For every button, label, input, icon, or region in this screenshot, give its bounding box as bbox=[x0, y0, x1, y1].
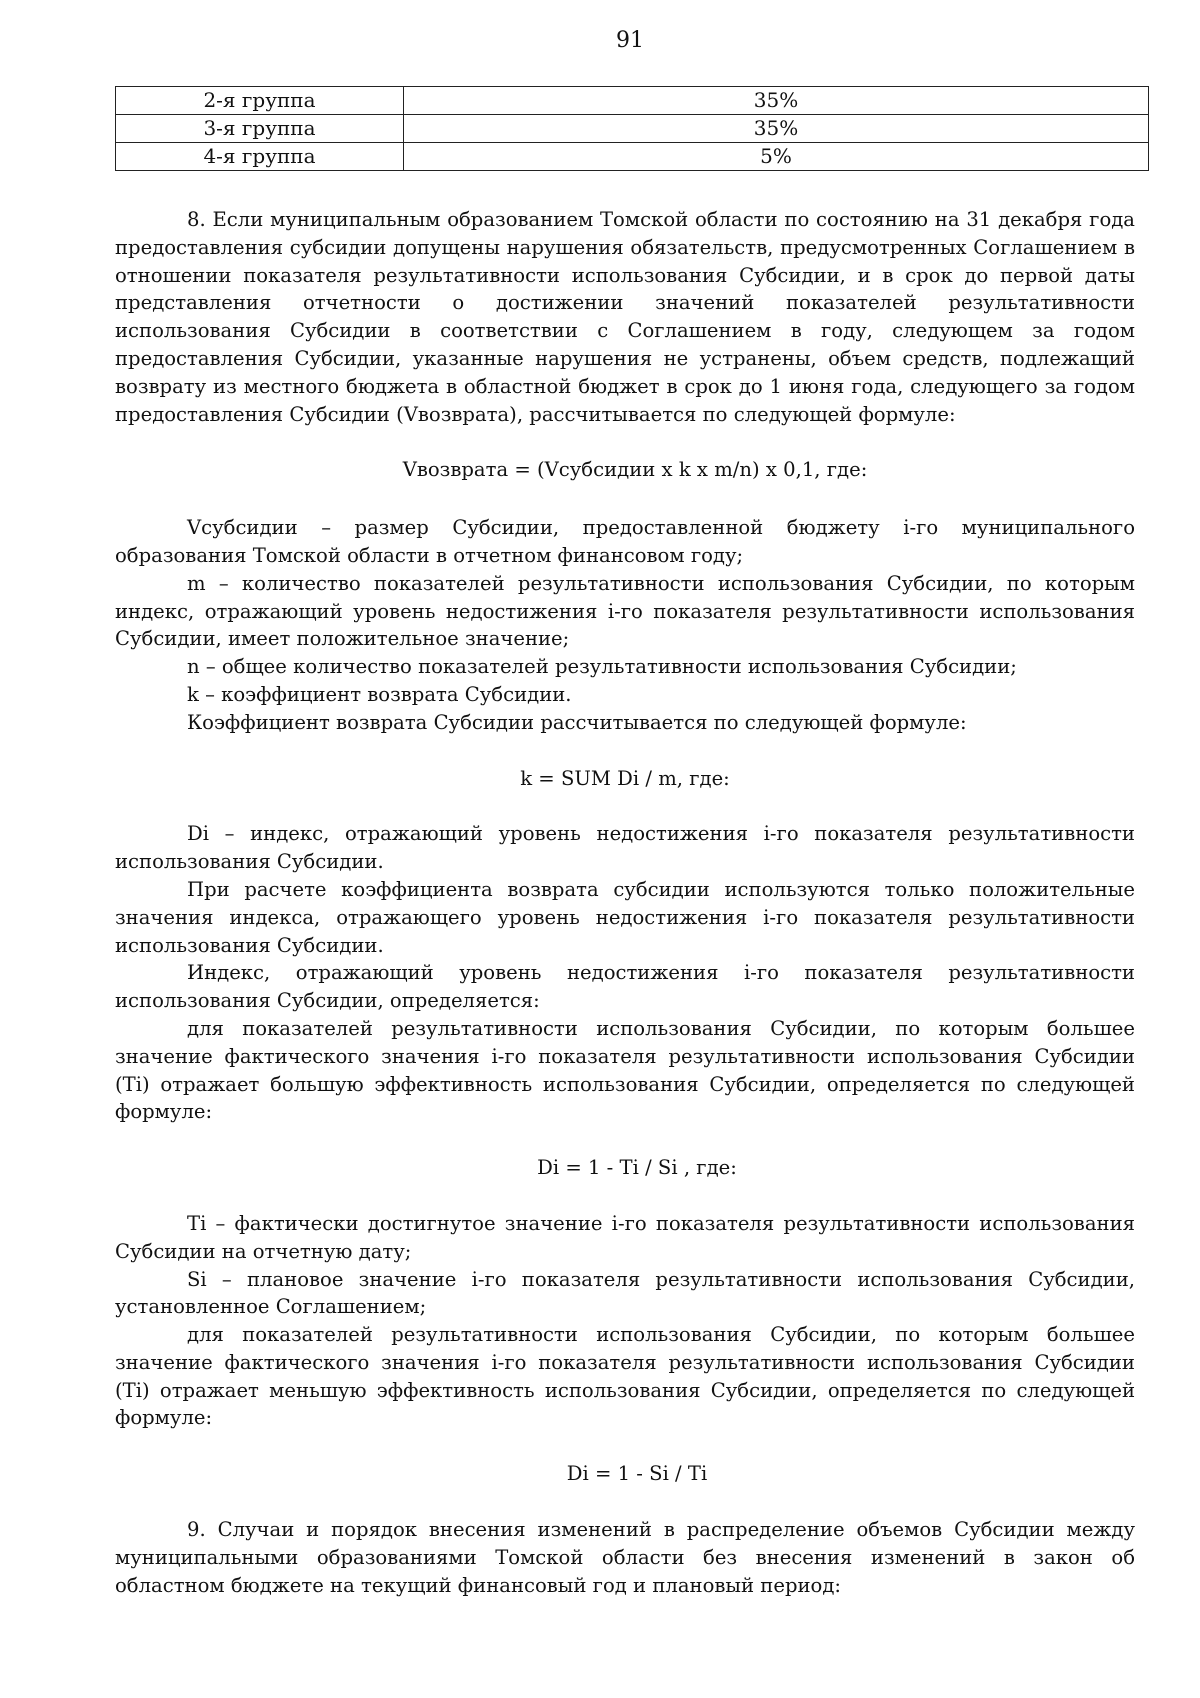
percent-cell: 35% bbox=[404, 115, 1149, 143]
positive-values-note: При расчете коэффициента возврата субсидии используются только положительные значения индекса, отражающего уровень недостижения i-го показателя результативности использования Субсидии. bbox=[115, 877, 1135, 957]
definition-m: m – количество показателей результативности использования Субсидии, по которым индекс, отражающий уровень недостижения i-го показателя результативности использования Субсидии, имеет положительное значение; bbox=[115, 571, 1135, 651]
group-percent-table bbox=[115, 86, 1149, 171]
index-definition-intro: Индекс, отражающий уровень недостижения i-го показателя результативности использования Субсидии, определяется: bbox=[115, 961, 1135, 1013]
formula-di-lesser: Di = 1 - Si / Ti bbox=[566, 1462, 708, 1486]
case-greater-is-better: для показателей результативности использования Субсидии, по которым большее значение фактического значения i-го показателя результативности использования Субсидии (Ti) отражает большую эффективность использования Субсидии, определяется по следующей формуле: bbox=[115, 1016, 1135, 1124]
formula-v-return: Vвозврата = (Vсубсидии x k x m/n) x 0,1, где: bbox=[402, 458, 868, 482]
group-cell: 3-я группа bbox=[116, 115, 404, 143]
table-row bbox=[116, 87, 1149, 115]
table-row bbox=[116, 115, 1149, 143]
definition-v-subsidy: Vсубсидии – размер Субсидии, предоставленной бюджету i-го муниципального образования Томской области в отчетном финансовом году; bbox=[115, 516, 1135, 567]
case-lesser-is-better: для показателей результативности использования Субсидии, по которым большее значение фактического значения i-го показателя результативности использования Субсидии (Ti) отражает меньшую эффективность использования Субсидии, определяется по следующей формуле: bbox=[115, 1323, 1135, 1430]
formula-k: k = SUM Di / m, где: bbox=[520, 766, 730, 790]
page-number: 91 bbox=[616, 28, 644, 53]
percent-cell: 35% bbox=[404, 87, 1149, 115]
document-body bbox=[115, 206, 1135, 1599]
paragraph-9: 9. Случаи и порядок внесения изменений в распределение объемов Субсидии между муниципальными образованиями Томской области без внесения изменений в закон об областном бюджете на текущий финансовый год и плановый период: bbox=[115, 1518, 1135, 1597]
group-cell: 2-я группа bbox=[116, 87, 404, 115]
definition-k: k – коэффициент возврата Субсидии. bbox=[187, 682, 572, 706]
table-row bbox=[116, 143, 1149, 171]
formula-di-greater: Di = 1 - Ti / Si , где: bbox=[537, 1156, 737, 1180]
k-formula-intro: Коэффициент возврата Субсидии рассчитывается по следующей формуле: bbox=[187, 710, 967, 734]
definition-si: Si – плановое значение i-го показателя результативности использования Субсидии, установленное Соглашением; bbox=[115, 1267, 1135, 1319]
definition-di: Di – индекс, отражающий уровень недостижения i-го показателя результативности использования Субсидии. bbox=[115, 822, 1135, 874]
document-page bbox=[115, 0, 1135, 1597]
definition-ti: Ti – фактически достигнутое значение i-го показателя результативности использования Субсидии на отчетную дату; bbox=[115, 1211, 1135, 1263]
group-cell: 4-я группа bbox=[116, 143, 404, 171]
paragraph-8: 8. Если муниципальным образованием Томской области по состоянию на 31 декабря года предоставления субсидии допущены нарушения обязательств, предусмотренных Соглашением в отношении показателя результативности использования Субсидии, и в срок до первой даты представления отчетности о достижении значений показателей результативности использования Субсидии в соответствии с Соглашением в году, следующем за годом предоставления Субсидии, указанные нарушения не устранены, объем средств, подлежащий возврату из местного бюджета в областной бюджет в срок до 1 июня года, следующего за годом предоставления Субсидии (Vвозврата), рассчитывается по следующей формуле: bbox=[115, 208, 1135, 426]
definition-n: n – общее количество показателей результативности использования Субсидии; bbox=[187, 655, 1017, 679]
percent-cell: 5% bbox=[404, 143, 1149, 171]
